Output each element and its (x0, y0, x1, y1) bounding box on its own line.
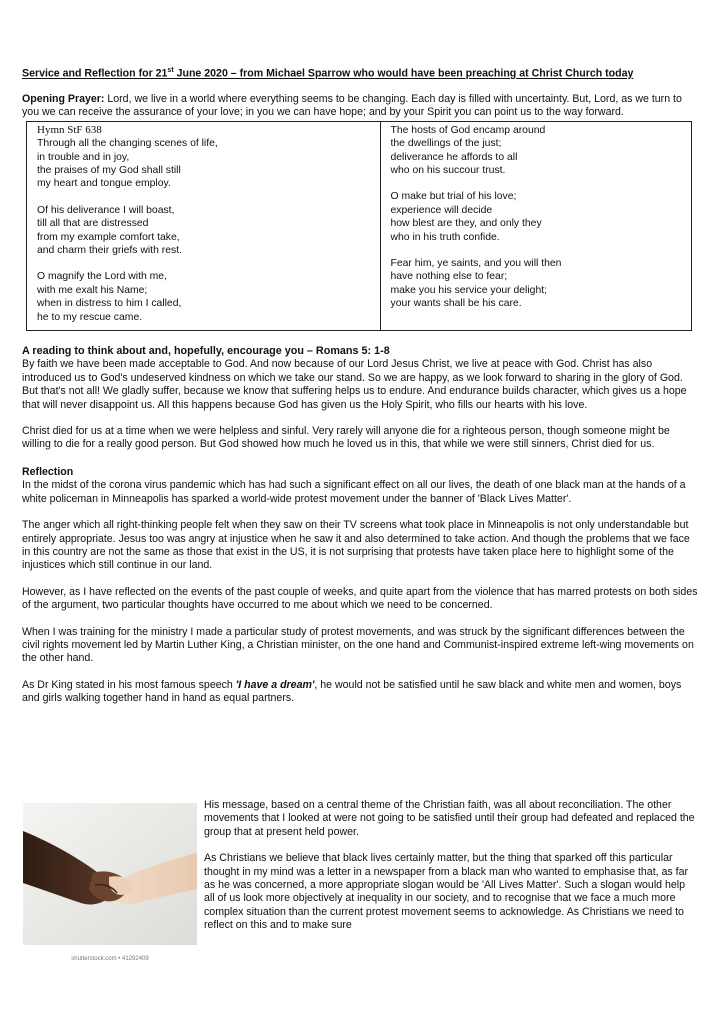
hymn-line: the dwellings of the just; (390, 138, 502, 150)
hymn-line: he to my rescue came. (37, 311, 143, 323)
reflection-paragraph: The anger which all right-thinking people felt when they saw on their TV screens what took place in Minneapolis is not only understandable but entirely appropriate. Jesus too was angry at injustice when he saw it and also determined to take action. And though the problems that we face in this country are not the same as those that exist in the US, it is not surprising that protests have taken place here to highlight some of the injustices which still continue in our land. (22, 519, 690, 572)
hymn-verse (37, 137, 370, 191)
hymn-line: and charm their griefs with rest. (37, 245, 182, 256)
reading-paragraph: By faith we have been made acceptable to God. And now because of our Lord Jesus Christ, we live at peace with God. Christ has also introduced us to God's undeserved kindness on which we take our stand. So we are happy, as we look forward to sharing in the glory of God. But that's not all! We gladly suffer, because we know that suffering helps us to endure. And endurance builds character, which gives us a hope that will never disappoint us. All this happens because God has given us the Holy Spirit, who fills our hearts with his love. (22, 358, 687, 411)
reflection-paragraph: His message, based on a central theme of the Christian faith, was all about reconciliation. The other movements that I looked at were not going to be satisfied until their group had defeated and replaced the group that at present held power. (204, 799, 695, 838)
hymn-line: The hosts of God encamp around (390, 124, 546, 136)
hymn-line: experience will decide (390, 204, 493, 216)
hymn-line: when in distress to him I called, (37, 298, 182, 310)
hymn-line: deliverance he affords to all (390, 151, 518, 163)
reading-paragraph: Christ died for us at a time when we were helpless and sinful. Very rarely will anyone die for a righteous person, though someone might be willing to die for a really good person. But God showed how much he loved us in this, that while we were still sinners, Christ died for us. (22, 425, 670, 451)
hymn-verse (37, 270, 370, 324)
hymn-line: how blest are they, and only they (390, 218, 542, 230)
hymn-line: O make but trial of his love; (390, 191, 517, 203)
hymn-table (26, 121, 692, 331)
hymn-right-column (380, 121, 692, 330)
hymn-left-column (27, 121, 381, 330)
hymn-title: Hymn StF 638 (37, 123, 102, 136)
dream-quote: 'I have a dream' (235, 678, 315, 691)
hymn-line: have nothing else to fear; (390, 271, 508, 283)
hymn-line: Through all the changing scenes of life, (37, 138, 218, 150)
hymn-verse (391, 257, 682, 311)
reflection-heading: Reflection (22, 465, 74, 478)
hymn-line: Of his deliverance I will boast, (37, 204, 175, 216)
dream-paragraph: As Dr King stated in his most famous speech 'I have a dream', he would not be satisfied until he saw black and white men and women, boys and girls walking together hand in hand as equal partners. (22, 678, 682, 705)
hymn-line: in trouble and in joy, (37, 151, 130, 163)
opening-prayer (22, 93, 698, 120)
hymn-line: make you his service your delight; (390, 284, 548, 296)
hymn-line: from my example comfort take, (37, 231, 180, 243)
handshake-photo (23, 803, 197, 962)
hymn-line: your wants shall be his care. (390, 298, 522, 310)
hymn-line: who on his succour trust. (390, 164, 506, 176)
reflection-paragraph: When I was training for the ministry I made a particular study of protest movements, and was struck by the significant differences between the civil rights movement led by Martin Luther King, a Christian minister, on the one hand and Communist-inspired extreme left-wing movements on the other hand. (22, 625, 694, 665)
reading-heading: A reading to think about and, hopefully, encourage you – Romans 5: 1-8 (22, 345, 390, 358)
photo-caption: shutterstock.com • 41292409 (71, 956, 149, 962)
hymn-verse (37, 204, 370, 258)
document-page (22, 64, 698, 962)
hymn-line: O magnify the Lord with me, (37, 271, 167, 283)
reflection-paragraph: However, as I have reflected on the events of the past couple of weeks, and quite apart from the violence that has marred protests on both sides of the argument, two particular thoughts have occurred to me about which we need to be concerned. (22, 585, 698, 612)
page-title: Service and Reflection for 21st June 2020 – from Michael Sparrow who would have been preaching at Christ Church today (22, 67, 634, 80)
hymn-verse (391, 124, 682, 178)
hymn-verse (391, 190, 682, 244)
hymn-line: my heart and tongue employ. (37, 178, 171, 190)
hymn-line: till all that are distressed (37, 218, 149, 230)
hymn-line: the praises of my God shall still (37, 164, 181, 176)
hymn-line: who in his truth confide. (390, 231, 500, 243)
side-text-column (204, 799, 698, 946)
hymn-line: Fear him, ye saints, and you will then (390, 258, 562, 269)
opening-prayer-text: Lord, we live in a world where everything seems to be changing. Each day is filled with uncertainty. But, Lord, as we turn to you we can receive the assurance of your love; in you we can have hope; and by your Spirit you can point us to the way forward. (22, 92, 682, 119)
reflection-paragraph: In the midst of the corona virus pandemic which has had such a significant effect on all our lives, the death of one black man at the hands of a white policeman in Minneapolis has sparked a world-wide protest movement under the banner of 'Black Lives Matter'. (22, 479, 686, 505)
hymn-line: with me exalt his Name; (37, 284, 148, 296)
handshake-photo-icon (23, 803, 197, 945)
reflection-paragraph: As Christians we believe that black lives certainly matter, but the thing that sparked off this particular thought in my mind was a letter in a newspaper from a black man who wanted to emphasise that, as far as he was concerned, a more appropriate slogan would be 'All Lives Matter'. Such a slogan would help all of us look more objectively at inequality in our society, and to recognise that we face a much more complex situation than the current protest movement seems to acknowledge. As Christians we need to reflect on this and to make sure (204, 852, 689, 932)
opening-prayer-label: Opening Prayer: (22, 92, 105, 105)
